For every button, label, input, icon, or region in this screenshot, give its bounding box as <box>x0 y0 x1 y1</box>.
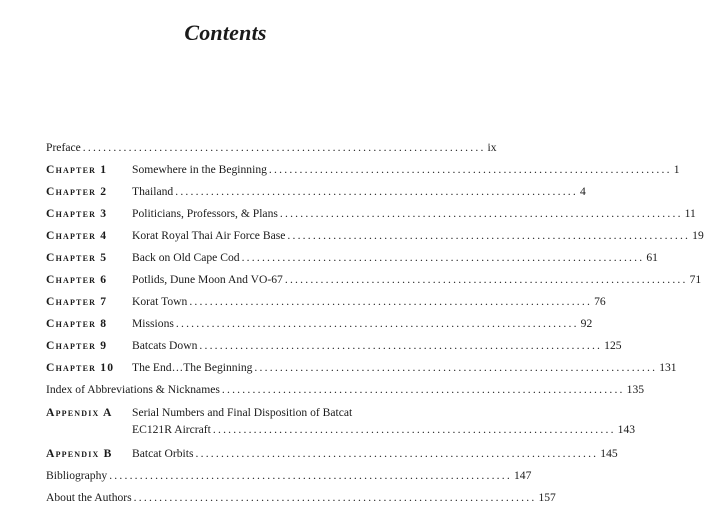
toc-entry-title: Missions <box>132 317 174 330</box>
toc-entry-page: 11 <box>684 207 696 220</box>
toc-entry-title: Politicians, Professors, & Plans <box>132 207 278 220</box>
toc-entry-index[interactable] <box>46 379 645 401</box>
toc-entry-label: Chapter 3 <box>46 207 108 220</box>
toc-entry-page: 76 <box>594 295 606 308</box>
table-of-contents <box>46 137 704 509</box>
toc-entry-page: 125 <box>604 339 622 352</box>
toc-entry-page: 4 <box>580 185 586 198</box>
toc-entry-title: Korat Town <box>132 295 188 308</box>
toc-entry-title: The End…The Beginning <box>132 361 253 374</box>
dot-leader: ............................................................................... <box>254 361 658 374</box>
toc-entry-label: Appendix B <box>46 447 113 460</box>
toc-entry-title: About the Authors <box>46 491 132 504</box>
toc-entry-chapter-5[interactable] <box>46 247 658 269</box>
toc-entry-page: 147 <box>513 469 532 482</box>
toc-entry-label: Chapter 9 <box>46 339 108 352</box>
toc-entry-page: 71 <box>689 273 702 286</box>
toc-entry-label: Chapter 10 <box>46 361 115 374</box>
toc-entry-page: 135 <box>626 383 645 396</box>
toc-entry-about-authors[interactable] <box>46 487 556 509</box>
toc-entry-label: Chapter 5 <box>46 251 108 264</box>
toc-entry-label: Chapter 2 <box>46 185 108 198</box>
toc-entry-page: 145 <box>600 447 618 460</box>
dot-leader: ............................................................................... <box>82 141 486 154</box>
toc-entry-page: 143 <box>617 423 636 436</box>
dot-leader: ............................................................................... <box>221 383 625 396</box>
toc-entry-label: Appendix A <box>46 406 113 419</box>
toc-entry-label: Chapter 4 <box>46 229 108 242</box>
dot-leader: ............................................................................... <box>133 491 537 504</box>
toc-entry-label: Chapter 7 <box>46 295 108 308</box>
toc-entry-page: 19 <box>692 229 704 242</box>
toc-entry-title: Index of Abbreviations & Nicknames <box>46 383 220 396</box>
toc-entry-appendix-a[interactable] <box>46 401 636 443</box>
toc-entry-chapter-10[interactable] <box>46 357 677 379</box>
dot-leader: ............................................................................... <box>175 317 579 330</box>
dot-leader: ............................................................................... <box>241 251 645 264</box>
toc-entry-label: Chapter 6 <box>46 273 108 286</box>
toc-entry-bibliography[interactable] <box>46 465 532 487</box>
toc-entry-chapter-6[interactable] <box>46 269 702 291</box>
toc-entry-chapter-7[interactable] <box>46 291 606 313</box>
toc-entry-page: 1 <box>673 163 680 176</box>
toc-entry-page: 157 <box>538 491 556 504</box>
dot-leader: ............................................................................... <box>279 207 683 220</box>
toc-entry-title: Batcats Down <box>132 339 198 352</box>
toc-entry-chapter-4[interactable] <box>46 225 704 247</box>
toc-entry-page: ix <box>487 141 497 154</box>
toc-entry-chapter-8[interactable] <box>46 313 593 335</box>
dot-leader: ............................................................................... <box>287 229 691 242</box>
toc-entry-chapter-3[interactable] <box>46 203 696 225</box>
dot-leader: ............................................................................... <box>189 295 593 308</box>
toc-entry-page: 61 <box>646 251 658 264</box>
toc-entry-page: 92 <box>580 317 593 330</box>
dot-leader: ............................................................................... <box>195 447 599 460</box>
toc-entry-title: Thailand <box>132 185 174 198</box>
toc-entry-preface[interactable] <box>46 137 497 159</box>
toc-entry-chapter-9[interactable] <box>46 335 622 357</box>
toc-entry-title: Korat Royal Thai Air Force Base <box>132 229 286 242</box>
toc-entry-chapter-2[interactable] <box>46 181 586 203</box>
toc-entry-appendix-b[interactable] <box>46 443 618 465</box>
dot-leader: ............................................................................... <box>284 273 688 286</box>
toc-entry-title: Preface <box>46 141 81 154</box>
toc-entry-title: Back on Old Cape Cod <box>132 251 240 264</box>
toc-entry-label: Chapter 1 <box>46 163 108 176</box>
toc-entry-title: Potlids, Dune Moon And VO-67 <box>132 273 283 286</box>
toc-entry-label: Chapter 8 <box>46 317 108 330</box>
dot-leader: ............................................................................... <box>199 339 603 352</box>
toc-entry-title: Somewhere in the Beginning <box>132 163 267 176</box>
toc-entry-title: Bibliography <box>46 469 108 482</box>
dot-leader: ............................................................................... <box>268 163 672 176</box>
dot-leader: ............................................................................... <box>212 423 616 436</box>
toc-entry-title-line-1: Serial Numbers and Final Disposition of Batcat <box>132 406 353 419</box>
toc-entry-title-line-2: EC121R Aircraft <box>132 423 211 436</box>
page-title: Contents <box>184 20 267 45</box>
dot-leader: ............................................................................... <box>175 185 578 198</box>
toc-entry-chapter-1[interactable] <box>46 159 680 181</box>
dot-leader: ............................................................................... <box>109 469 512 482</box>
toc-entry-page: 131 <box>659 361 677 374</box>
toc-entry-title: Batcat Orbits <box>132 447 194 460</box>
